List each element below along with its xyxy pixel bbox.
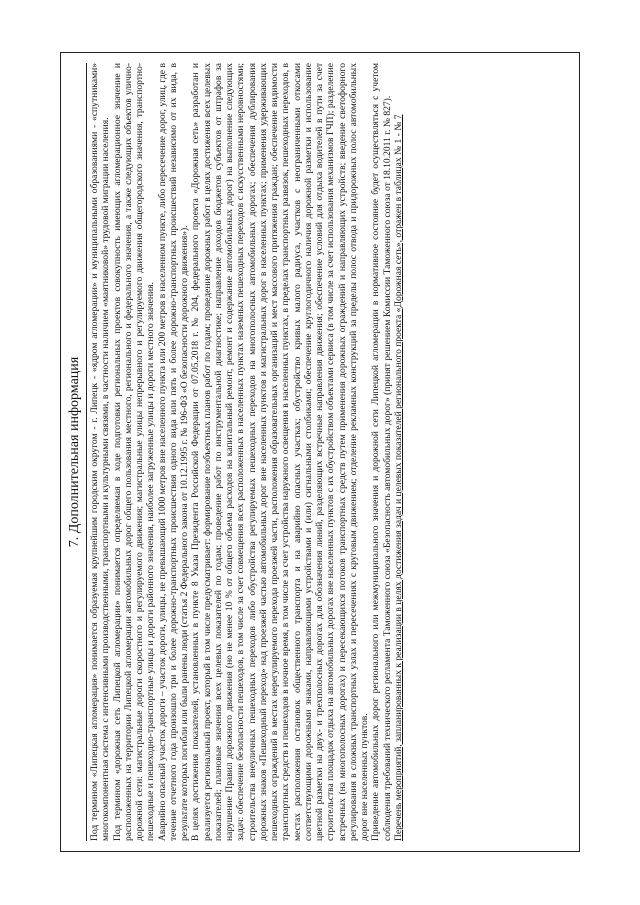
paragraph-agglomeration: Под термином «Липецкая агломерация» понимается образуемая крупнейшим городским округом - г. Липецк - «ядром агломерации» и муниципальными образованиями - «спутниками» многокомпонентная система с интенсивными производственными, транспортными и культурными связями, в частности наличием «маятниковой» трудовой миграции населения. xyxy=(89,63,112,841)
paragraph-targets: В целях достижения показателей, установленных в пункте 8 Указа Президента Российской Федерации от 07.05.2018 г. № 204, федерального проекта «Дорожная сеть» разработан и реализуется региональный проект, который в том числе предусматривает: формирование поэбъектных планов работ по годам; проведение дорожных работ в целях достижения всех целевых показателей; плановые значения всех целевых показателей по годам; проведение работ по инструментальной диагностике; направление доходов бюджетов субъектов от штрафов за нарушение Правил дорожного движения (но не менее 10 % от общего объема расходов на капитальный ремонт, ремонт и содержание автомобильных дорог) на выполнение следующих задач: обеспечение безопасности пешеходов, в том числе за счет совмещения всех расположенных в населенных пунктах наземных пешеходных переходов с искусственными неровностями; строительства внеуличных пешеходных переходов либо обустройства регулируемых пешеходных переходов на многополосных автомобильных дорогах; обеспечения дублирования дорожных знаков «Пешеходный переход» над проезжей частью автомобильных дорог вне населенных пунктов и магистральных дорог в населенных пунктах; применения удерживающих пешеходных ограждений в местах нерегулируемого перехода проезжей части, расположения образовательных организаций и мест массового притяжения граждан; обеспечение видимости транспортных средств и пешеходов в ночное время, в том числе за счет устройства наружного освещения в населенных пунктах, в пределах транспортных развязок, пешеходных переходов, в местах расположения остановок общественного транспорта и на аварийно опасных участках; обустройство кривых малого радиуса, участков с неограниченными откосами соответствующими дорожными знаками, направляющими устройствами и (или) сигнальными столбиками; обеспечение круглогодичного наличия дорожной разметки и использование цветной разметки на двух- и трехполосных дорогах для обозначения линий, разделяющих встречные направления движения; обеспечение условий для отдыха водителей в пути за счет строительства площадок отдыха на автомобильных дорогах вне населенных пунктов с их обустройством объектами сервиса (в том числе за счет использования механизмов ГЧП); разделение встречных (на многополосных дорогах) и пересекающихся потоков транспортных средств путем применения дорожных ограждений и направляющих устройств; введение светофорного регулирования в сложных транспортных узлах и пересечениях с круговым движением; отделение рекламных конструкций за пределы полос отвода и придорожных полос автомобильных дорог вне населенных пунктов. xyxy=(190,63,370,841)
section-heading: 7. Дополнительная информация xyxy=(67,63,87,841)
document-body xyxy=(89,63,404,841)
paragraph-dangerous-section: Аварийно опасный участок дороги – участок дороги, улицы, не превышающий 1000 метров вне населенного пункта или 200 метров в населенном пункте, либо пересечение дорог, улиц, где в течение отчетного года произошло три и более дорожно-транспортных происшествия одного вида или пять и более дорожно-транспортных происшествий независимо от их вида, в результате которых погибли или были ранены люди (статья 2 Федерального закона от 10.12.1995 г. № 196-ФЗ «О безопасности дорожного движения»). xyxy=(156,63,190,841)
paragraph-road-network: Под термином «дорожная сеть Липецкой агломерации» понимается определяемая в ходе подготовки региональных проектов совокупность имеющих агломерационное значение и расположенных на территории Липецкой агломерации автомобильных дорог общего пользования местного, регионального и федерального значения, а также следующих объектов улично-дорожной сети: магистральные дороги скоростного и регулируемого движения; магистральные улицы непрерывного и регулируемого движения общегородского значения, транспортно-пешеходные и пешеходно-транспортные улицы и дороги районного значения, наиболее загруженные улицы и дороги местного значения. xyxy=(111,63,157,841)
paragraph-normative-state: Приведение автомобильных дорог регионального или межмуниципального значения и дорожной сети Липецкой агломерации в нормативное состояние будет осуществляться с учетом соблюдения требований технического регламента Таможенного союза «Безопасность автомобильных дорог» (принят решением Комиссии Таможенного союза от 18.10.2011 г. № 827). xyxy=(370,63,393,841)
paragraph-measures-list: Перечень мероприятий, запланированных к реализации в целях достижения задач и целевых показателей регионального проекта «Дорожная сеть», отражен в таблицах № 1 - № 7 xyxy=(392,114,404,841)
document-page xyxy=(60,52,580,852)
